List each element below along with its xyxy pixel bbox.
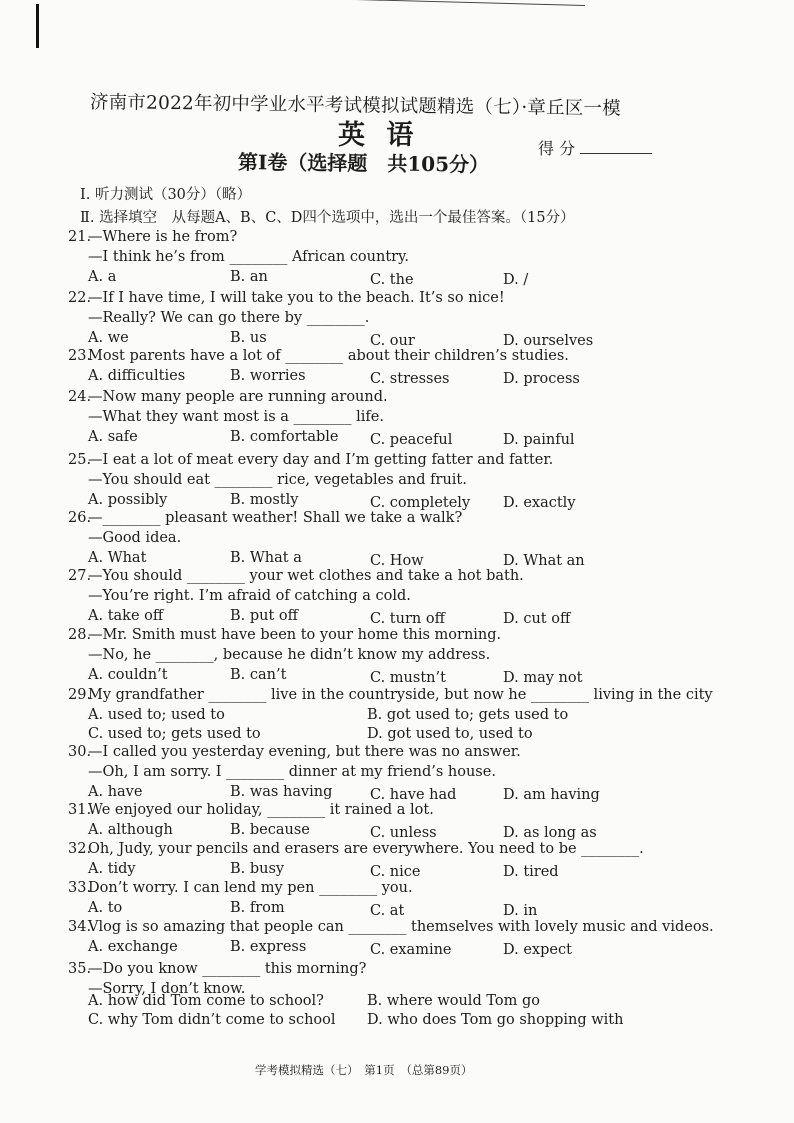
- score-label: 得 分: [538, 139, 576, 158]
- question-stem-line: —Now many people are running around.: [88, 389, 388, 405]
- answer-option: A. tidy: [88, 861, 136, 877]
- answer-option: C. nice: [370, 864, 421, 880]
- question-stem-line: Most parents have a lot of ________ about their children’s studies.: [88, 348, 569, 364]
- answer-option: B. from: [230, 900, 285, 916]
- answer-option: D. who does Tom go shopping with: [367, 1012, 624, 1028]
- answer-option: B. put off: [230, 608, 298, 624]
- question-stem-line: —No, he ________, because he didn’t know my address.: [88, 647, 491, 663]
- answer-option: A. we: [88, 330, 129, 346]
- answer-option: B. because: [230, 822, 310, 838]
- answer-option: C. have had: [370, 787, 457, 803]
- answer-option: D. painful: [503, 432, 575, 448]
- answer-option: C. why Tom didn’t come to school: [88, 1012, 336, 1028]
- question-stem-line: —________ pleasant weather! Shall we take a walk?: [88, 510, 463, 526]
- question-stem-line: —You should eat ________ rice, vegetables and fruit.: [88, 472, 467, 488]
- answer-option: D. cut off: [503, 611, 571, 627]
- question-stem-line: —You’re right. I’m afraid of catching a cold.: [88, 588, 411, 604]
- answer-option: B. us: [230, 330, 267, 346]
- question-number: 25.: [68, 452, 92, 468]
- question-number: 22.: [68, 290, 92, 306]
- answer-option: D. process: [503, 371, 580, 387]
- answer-option: A. used to; used to: [88, 707, 225, 723]
- subject-heading: 英 语: [338, 120, 420, 151]
- question-stem-line: —What they want most is a ________ life.: [88, 409, 384, 425]
- answer-option: C. our: [370, 333, 415, 349]
- answer-option: D. got used to, used to: [367, 726, 533, 742]
- answer-option: B. got used to; gets used to: [367, 707, 569, 723]
- question-stem-line: We enjoyed our holiday, ________ it rained a lot.: [88, 802, 434, 818]
- answer-option: C. turn off: [370, 611, 445, 627]
- answer-option: A. a: [88, 269, 117, 285]
- answer-option: C. completely: [370, 495, 471, 511]
- question-number: 34.: [68, 919, 92, 935]
- exam-title: 济南市2022年初中学业水平考试模拟试题精选（七）·章丘区一模: [89, 92, 621, 120]
- answer-option: D. ourselves: [503, 333, 594, 349]
- answer-option: A. take off: [88, 608, 164, 624]
- answer-option: B. What a: [230, 550, 302, 566]
- answer-option: D. as long as: [503, 825, 597, 841]
- answer-option: A. couldn’t: [88, 667, 168, 683]
- answer-option: C. How: [370, 553, 424, 569]
- question-number: 33.: [68, 880, 92, 896]
- answer-option: A. to: [88, 900, 123, 916]
- answer-option: A. although: [88, 822, 173, 838]
- section-listening: Ⅰ. 听力测试（30分）（略）: [80, 187, 252, 203]
- answer-option: A. difficulties: [88, 368, 186, 384]
- answer-option: B. where would Tom go: [367, 993, 540, 1009]
- answer-option: D. expect: [503, 942, 572, 958]
- question-number: 21.: [68, 229, 92, 245]
- answer-option: A. safe: [88, 429, 138, 445]
- question-stem-line: —You should ________ your wet clothes and take a hot bath.: [88, 568, 524, 584]
- answer-option: C. at: [370, 903, 405, 919]
- answer-option: B. can’t: [230, 667, 287, 683]
- answer-option: A. how did Tom come to school?: [88, 993, 324, 1009]
- answer-option: C. stresses: [370, 371, 450, 387]
- question-number: 23.: [68, 348, 92, 364]
- answer-option: D. /: [503, 272, 529, 288]
- answer-option: B. mostly: [230, 492, 299, 508]
- question-stem-line: —Mr. Smith must have been to your home this morning.: [88, 627, 502, 643]
- question-number: 31.: [68, 802, 92, 818]
- question-stem-line: —Good idea.: [88, 530, 182, 546]
- question-stem-line: —Sorry, I don’t know.: [88, 981, 246, 997]
- answer-option: B. comfortable: [230, 429, 339, 445]
- answer-option: B. express: [230, 939, 307, 955]
- answer-option: C. the: [370, 272, 414, 288]
- answer-option: C. mustn’t: [370, 670, 446, 686]
- question-stem-line: —Really? We can go there by ________.: [88, 310, 370, 326]
- answer-option: D. tired: [503, 864, 559, 880]
- answer-option: B. worries: [230, 368, 306, 384]
- page-footer: 学考模拟精选（七） 第1页 （总第89页）: [255, 1063, 473, 1077]
- section-multiple-choice: Ⅱ. 选择填空 从每题A、B、C、D四个选项中，选出一个最佳答案。（15分）: [80, 210, 575, 226]
- question-number: 28.: [68, 627, 92, 643]
- answer-option: A. What: [88, 550, 147, 566]
- answer-option: C. examine: [370, 942, 452, 958]
- answer-option: A. have: [88, 784, 143, 800]
- answer-option: B. busy: [230, 861, 285, 877]
- question-stem-line: —Where is he from?: [88, 229, 238, 245]
- question-number: 27.: [68, 568, 92, 584]
- question-stem-line: —Oh, I am sorry. I ________ dinner at my friend’s house.: [88, 764, 496, 780]
- answer-option: A. exchange: [88, 939, 178, 955]
- question-stem-line: —I think he’s from ________ African country.: [88, 249, 409, 265]
- question-number: 32.: [68, 841, 92, 857]
- question-stem-line: Oh, Judy, your pencils and erasers are everywhere. You need to be ________.: [88, 841, 644, 857]
- question-stem-line: —I eat a lot of meat every day and I’m getting fatter and fatter.: [88, 452, 554, 468]
- volume-heading: 第Ⅰ卷（选择题 共105分）: [237, 150, 490, 177]
- question-stem-line: My grandfather ________ live in the countryside, but now he ________ living in the city: [88, 687, 713, 703]
- question-stem-line: —I called you yesterday evening, but there was no answer.: [88, 744, 521, 760]
- question-number: 24.: [68, 389, 92, 405]
- answer-option: D. in: [503, 903, 538, 919]
- answer-option: D. exactly: [503, 495, 576, 511]
- answer-option: D. may not: [503, 670, 583, 686]
- question-number: 26.: [68, 510, 92, 526]
- answer-option: C. used to; gets used to: [88, 726, 261, 742]
- answer-option: C. peaceful: [370, 432, 453, 448]
- question-number: 30.: [68, 744, 92, 760]
- question-stem-line: Don’t worry. I can lend my pen ________ you.: [88, 880, 413, 896]
- question-stem-line: —Do you know ________ this morning?: [88, 961, 367, 977]
- question-stem-line: Vlog is so amazing that people can ________ themselves with lovely music and videos.: [88, 919, 714, 935]
- question-number: 29.: [68, 687, 92, 703]
- question-stem-line: —If I have time, I will take you to the beach. It’s so nice!: [88, 290, 505, 306]
- answer-option: B. was having: [230, 784, 333, 800]
- answer-option: A. possibly: [88, 492, 168, 508]
- answer-option: C. unless: [370, 825, 437, 841]
- answer-option: B. an: [230, 269, 268, 285]
- answer-option: D. am having: [503, 787, 600, 803]
- question-number: 35.: [68, 961, 92, 977]
- answer-option: D. What an: [503, 553, 585, 569]
